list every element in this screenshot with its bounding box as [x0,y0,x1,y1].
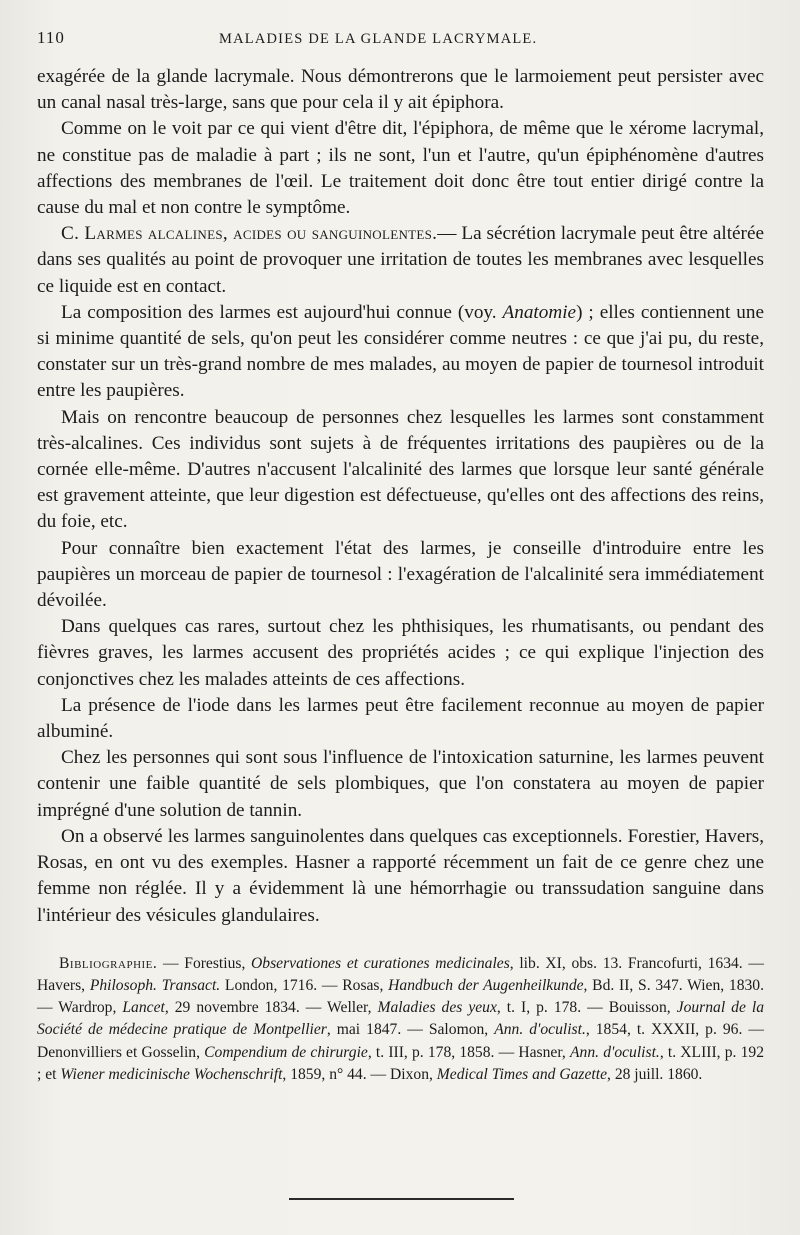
bib-title: Ann. d'oculist. [494,1021,586,1039]
bib-title: Journal de la Société de médecine pratique de Montpellier [37,999,765,1039]
paragraph: Dans quelques cas rares, surtout chez les phthisiques, les rhumatisants, ou pendant des fièvres graves, les larmes accusent des propriétés acides ; ce qui explique l'injection des conjonctives chez les malades atteints de ces affections. [37,616,764,690]
bib-title: Ann. d'oculist. [570,1043,660,1061]
bib-text: , t. XLIII, p. 192 ; et [37,1043,765,1083]
bib-text: — Forestius, [157,954,252,972]
bib-title: Maladies des yeux [377,999,497,1017]
paragraph: Mais on rencontre beaucoup de personnes chez lesquelles les larmes sont constamment très-alcalines. Ces individus sont sujets à de fréquentes irritations des paupières ou de la cornée elle-même. D'autres n'accusent l'alcalinité des larmes que lorsque leur santé générale est gravement atteinte, que leur digestion est défectueuse, qu'elles ont des affections des reins, du foie, etc. [37,406,764,533]
text-span: La composition des larmes est aujourd'hui connue (voy. [61,301,503,323]
bib-text: , lib. XI, obs. 13. Francofurti, 1634. — Havers, [37,954,764,994]
section-heading: C. Larmes alcalines, acides ou sanguinolentes. [61,223,438,245]
bib-text: , t. I, p. 178. — Bouisson, [496,999,677,1017]
section-c-paragraph [37,221,764,300]
paragraph [37,300,764,405]
bib-title: Wiener medicinische Wochenschrift [60,1065,283,1083]
end-rule [289,1198,514,1200]
bib-text: , 1859, n° 44. — Dixon, [282,1065,437,1083]
paragraph: Pour connaître bien exactement l'état des larmes, je conseille d'introduire entre les paupières un morceau de papier de tournesol : l'exagération de l'alcalinité sera immédiatement dévoilée. [37,537,764,612]
paragraph: exagérée de la glande lacrymale. Nous démontrerons que le larmoiement peut persister avec un canal nasal très-large, sans que pour cela il y ait épiphora. [37,66,764,114]
bibliography [37,953,764,1086]
paragraph: La présence de l'iode dans les larmes peut être facilement reconnue au moyen de papier albuminé. [37,694,764,743]
bib-text: London, 1716. — Rosas, [220,976,389,994]
body-text [37,64,764,929]
page-header [37,28,764,58]
paragraph: Chez les personnes qui sont sous l'influence de l'intoxication saturnine, les larmes peuvent contenir une faible quantité de sels plombiques, que l'on constatera au moyen de papier imprégné d'une solution de tannin. [37,747,764,821]
bib-text: , Bd. II, S. 347. Wien, 1830. — Wardrop, [37,976,764,1017]
paragraph: Comme on le voit par ce qui vient d'être dit, l'épiphora, de même que le xérome lacrymal, ne constitue pas de maladie à part ; ils ne sont, l'un et l'autre, qu'un épiphénomène d'autres affections des membranes de l'œil. Le traitement doit donc être tout entier dirigé contre la cause du mal et non contre le symptôme. [37,118,764,219]
bib-text: , mai 1847. — Salomon, [326,1021,495,1039]
bib-text: , 28 juill. 1860. [607,1065,703,1083]
page-number: 110 [37,28,65,47]
bibliography-label: Bibliographie. [59,954,158,972]
paragraph: On a observé les larmes sanguinolentes dans quelques cas exceptionnels. Forestier, Havers, Rosas, en ont vu des exemples. Hasner a rapporté récemment un fait de ce genre chez une femme non réglée. Il y a évidemment là une hémorrhagie ou transsudation sanguine dans l'intérieur des vésicules glandulaires. [37,825,764,926]
running-head: MALADIES DE LA GLANDE LACRYMALE. [219,31,538,47]
bib-text: , 29 novembre 1834. — Weller, [164,999,378,1017]
section-text: — La sécrétion lacrymale peut être altérée dans ses qualités au point de provoquer une irritation de toutes les membranes avec lesquelles ce liquide est en contact. [37,223,764,297]
bib-title: Handbuch der Augenheilkunde [388,976,584,994]
bib-title: Medical Times and Gazette [436,1065,608,1083]
bib-text: , t. III, p. 178, 1858. — Hasner, [367,1043,570,1061]
bib-title: Compendium de chirurgie [204,1043,368,1061]
bib-title: Lancet [122,999,165,1017]
bib-title: Philosoph. Transact. [89,976,221,994]
bib-title: Observationes et curationes medicinales [251,954,510,972]
bib-text: , 1854, t. XXXII, p. 96. — Denonvilliers et Gosselin, [37,1021,764,1061]
text-span: ) ; elles contiennent une si minime quantité de sels, qu'on peut les considérer comme neutres : ce que j'ai pu, du reste, constater sur un très-grand nombre de mes malades, au moyen de papier de tournesol introduit entre les paupières. [37,301,764,402]
cross-reference: Anatomie [502,301,577,323]
